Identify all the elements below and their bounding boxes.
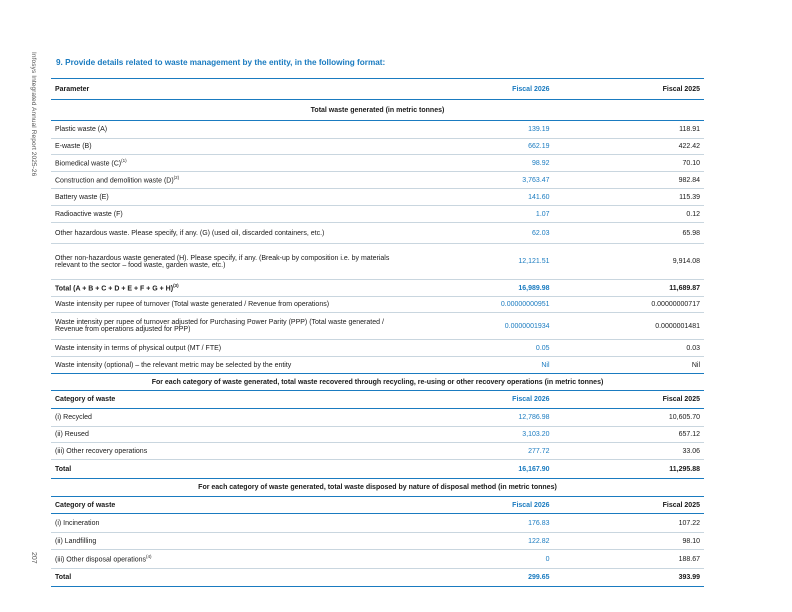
fiscal-2025-value: 10,605.70 <box>554 409 704 427</box>
table-row <box>51 443 704 460</box>
row-label-text: Waste intensity per rupee of turnover (Total waste generated / Revenue from operations) <box>55 301 330 308</box>
category-header: Category of waste <box>51 497 396 514</box>
table-row <box>51 223 704 244</box>
category-header: Category of waste <box>51 391 396 409</box>
fiscal-2025-value: 0.00000000717 <box>554 297 704 313</box>
row-label <box>51 206 396 223</box>
table-row <box>51 569 704 587</box>
fiscal-2026-header: Fiscal 2026 <box>396 79 554 100</box>
category-header-row <box>51 391 704 409</box>
row-label-text: Waste intensity per rupee of turnover adjusted for Purchasing Power Parity (PPP) (Total waste generated / Revenue from operations adjusted for PPP) <box>55 319 384 333</box>
fiscal-2026-value: 0.05 <box>396 340 554 357</box>
section-title: For each category of waste generated, total waste recovered through recycling, re-using or other recovery operations (in metric tonnes) <box>51 374 704 391</box>
table-row <box>51 460 704 479</box>
fiscal-2026-value: 1.07 <box>396 206 554 223</box>
table-row <box>51 139 704 155</box>
fiscal-2025-value: 188.67 <box>554 550 704 569</box>
row-label-text: Waste intensity (optional) – the relevant metric may be selected by the entity <box>55 361 292 369</box>
table-row <box>51 206 704 223</box>
fiscal-2025-value: 982.84 <box>554 172 704 189</box>
fiscal-2025-value: 0.0000001481 <box>554 313 704 340</box>
row-label <box>51 223 396 244</box>
fiscal-2025-value: 98.10 <box>554 533 704 550</box>
row-label-text: (iii) Other disposal operations <box>55 556 147 564</box>
table-row <box>51 409 704 427</box>
table-row <box>51 172 704 189</box>
row-label-text: (i) Incineration <box>55 519 100 527</box>
row-label-text: E-waste (B) <box>55 143 92 150</box>
fiscal-2025-value: 0.12 <box>554 206 704 223</box>
table-row <box>51 514 704 533</box>
fiscal-2025-value: 33.06 <box>554 443 704 460</box>
fiscal-2025-value: 657.12 <box>554 427 704 443</box>
fiscal-2025-value: 70.10 <box>554 155 704 172</box>
row-label <box>51 340 396 357</box>
table-row <box>51 121 704 139</box>
section-title-row <box>51 374 704 391</box>
section-title-row <box>51 100 704 121</box>
table-row <box>51 550 704 569</box>
fiscal-2026-value: 277.72 <box>396 443 554 460</box>
fiscal-2025-value: 115.39 <box>554 189 704 206</box>
fiscal-2025-value: 107.22 <box>554 514 704 533</box>
fiscal-2026-header: Fiscal 2026 <box>396 497 554 514</box>
fiscal-2026-value: 0.00000000951 <box>396 297 554 313</box>
footnote-marker: (2) <box>173 175 180 181</box>
table-header-row <box>51 79 704 100</box>
fiscal-2026-value: 0 <box>396 550 554 569</box>
row-label <box>51 409 396 427</box>
row-label <box>51 297 396 313</box>
fiscal-2025-value: 9,914.08 <box>554 244 704 280</box>
fiscal-2026-value: 141.60 <box>396 189 554 206</box>
footnote-marker: (4) <box>146 554 152 560</box>
fiscal-2026-value: 16,167.90 <box>396 460 554 479</box>
row-label-text: Total <box>55 574 72 581</box>
row-label-text: Biomedical waste (C) <box>55 160 122 168</box>
row-label <box>51 121 396 139</box>
waste-management-table <box>51 78 704 587</box>
table-row <box>51 297 704 313</box>
fiscal-2026-value: 12,121.51 <box>396 244 554 280</box>
row-label-text: Plastic waste (A) <box>55 126 108 133</box>
row-label <box>51 357 396 374</box>
section-heading: 9. Provide details related to waste management by the entity, in the following format: <box>56 58 386 67</box>
row-label <box>51 139 396 155</box>
fiscal-2025-header: Fiscal 2025 <box>554 79 704 100</box>
fiscal-2025-value: 118.91 <box>554 121 704 139</box>
fiscal-2025-value: 0.03 <box>554 340 704 357</box>
row-label-text: Battery waste (E) <box>55 193 109 201</box>
table-row <box>51 280 704 297</box>
row-label <box>51 427 396 443</box>
fiscal-2025-value: 65.98 <box>554 223 704 244</box>
row-label <box>51 172 396 189</box>
table-row <box>51 244 704 280</box>
fiscal-2025-value: Nil <box>554 357 704 374</box>
row-label <box>51 155 396 172</box>
section-title: Total waste generated (in metric tonnes) <box>51 100 704 121</box>
row-label-text: Other non-hazardous waste generated (H). Please specify, if any. (Break-up by composition i.e. by materials relevant to the sector – food waste, garden waste, etc.) <box>55 254 390 269</box>
row-label <box>51 460 396 479</box>
fiscal-2026-value: 98.92 <box>396 155 554 172</box>
fiscal-2026-value: 3,103.20 <box>396 427 554 443</box>
row-label <box>51 244 396 280</box>
fiscal-2025-header: Fiscal 2025 <box>554 497 704 514</box>
row-label <box>51 313 396 340</box>
fiscal-2025-value: 422.42 <box>554 139 704 155</box>
footnote-marker: (3) <box>173 283 179 289</box>
fiscal-2026-value: 3,763.47 <box>396 172 554 189</box>
fiscal-2025-value: 11,689.87 <box>554 280 704 297</box>
row-label-text: (iii) Other recovery operations <box>55 447 148 455</box>
fiscal-2026-value: 16,989.98 <box>396 280 554 297</box>
fiscal-2026-value: 122.82 <box>396 533 554 550</box>
table-row <box>51 357 704 374</box>
row-label-text: Total (A + B + C + D + E + F + G + H) <box>55 285 174 293</box>
fiscal-2025-value: 11,295.88 <box>554 460 704 479</box>
table-row <box>51 313 704 340</box>
row-label <box>51 569 396 587</box>
row-label-text: Other hazardous waste. Please specify, if any. (G) (used oil, discarded containers, etc.) <box>55 229 325 237</box>
row-label <box>51 514 396 533</box>
row-label-text: Total <box>55 465 72 473</box>
fiscal-2026-value: 662.19 <box>396 139 554 155</box>
fiscal-2026-value: 12,786.98 <box>396 409 554 427</box>
row-label-text: (i) Recycled <box>55 414 92 421</box>
row-label <box>51 550 396 569</box>
row-label <box>51 280 396 297</box>
fiscal-2026-value: 176.83 <box>396 514 554 533</box>
fiscal-2025-value: 393.99 <box>554 569 704 587</box>
row-label-text: (ii) Landfilling <box>55 537 97 545</box>
row-label <box>51 533 396 550</box>
row-label-text: (ii) Reused <box>55 431 89 438</box>
parameter-header: Parameter <box>51 79 396 100</box>
table-row <box>51 155 704 172</box>
row-label-text: Construction and demolition waste (D) <box>55 177 174 185</box>
table-row <box>51 533 704 550</box>
row-label <box>51 189 396 206</box>
fiscal-2026-value: 299.65 <box>396 569 554 587</box>
table-row <box>51 189 704 206</box>
table-row <box>51 427 704 443</box>
fiscal-2026-value: 139.19 <box>396 121 554 139</box>
fiscal-2025-header: Fiscal 2025 <box>554 391 704 409</box>
row-label-text: Radioactive waste (F) <box>55 210 123 218</box>
fiscal-2026-value: 62.03 <box>396 223 554 244</box>
report-title: Infosys Integrated Annual Report 2025-26 <box>30 52 37 177</box>
section-title: For each category of waste generated, total waste disposed by nature of disposal method (in metric tonnes) <box>51 479 704 497</box>
page-number: 207 <box>30 552 37 564</box>
fiscal-2026-header: Fiscal 2026 <box>396 391 554 409</box>
table-row <box>51 340 704 357</box>
row-label <box>51 443 396 460</box>
footnote-marker: (1) <box>121 158 127 164</box>
category-header-row <box>51 497 704 514</box>
fiscal-2026-value: Nil <box>396 357 554 374</box>
row-label-text: Waste intensity in terms of physical output (MT / FTE) <box>55 344 222 352</box>
section-title-row <box>51 479 704 497</box>
fiscal-2026-value: 0.0000001934 <box>396 313 554 340</box>
